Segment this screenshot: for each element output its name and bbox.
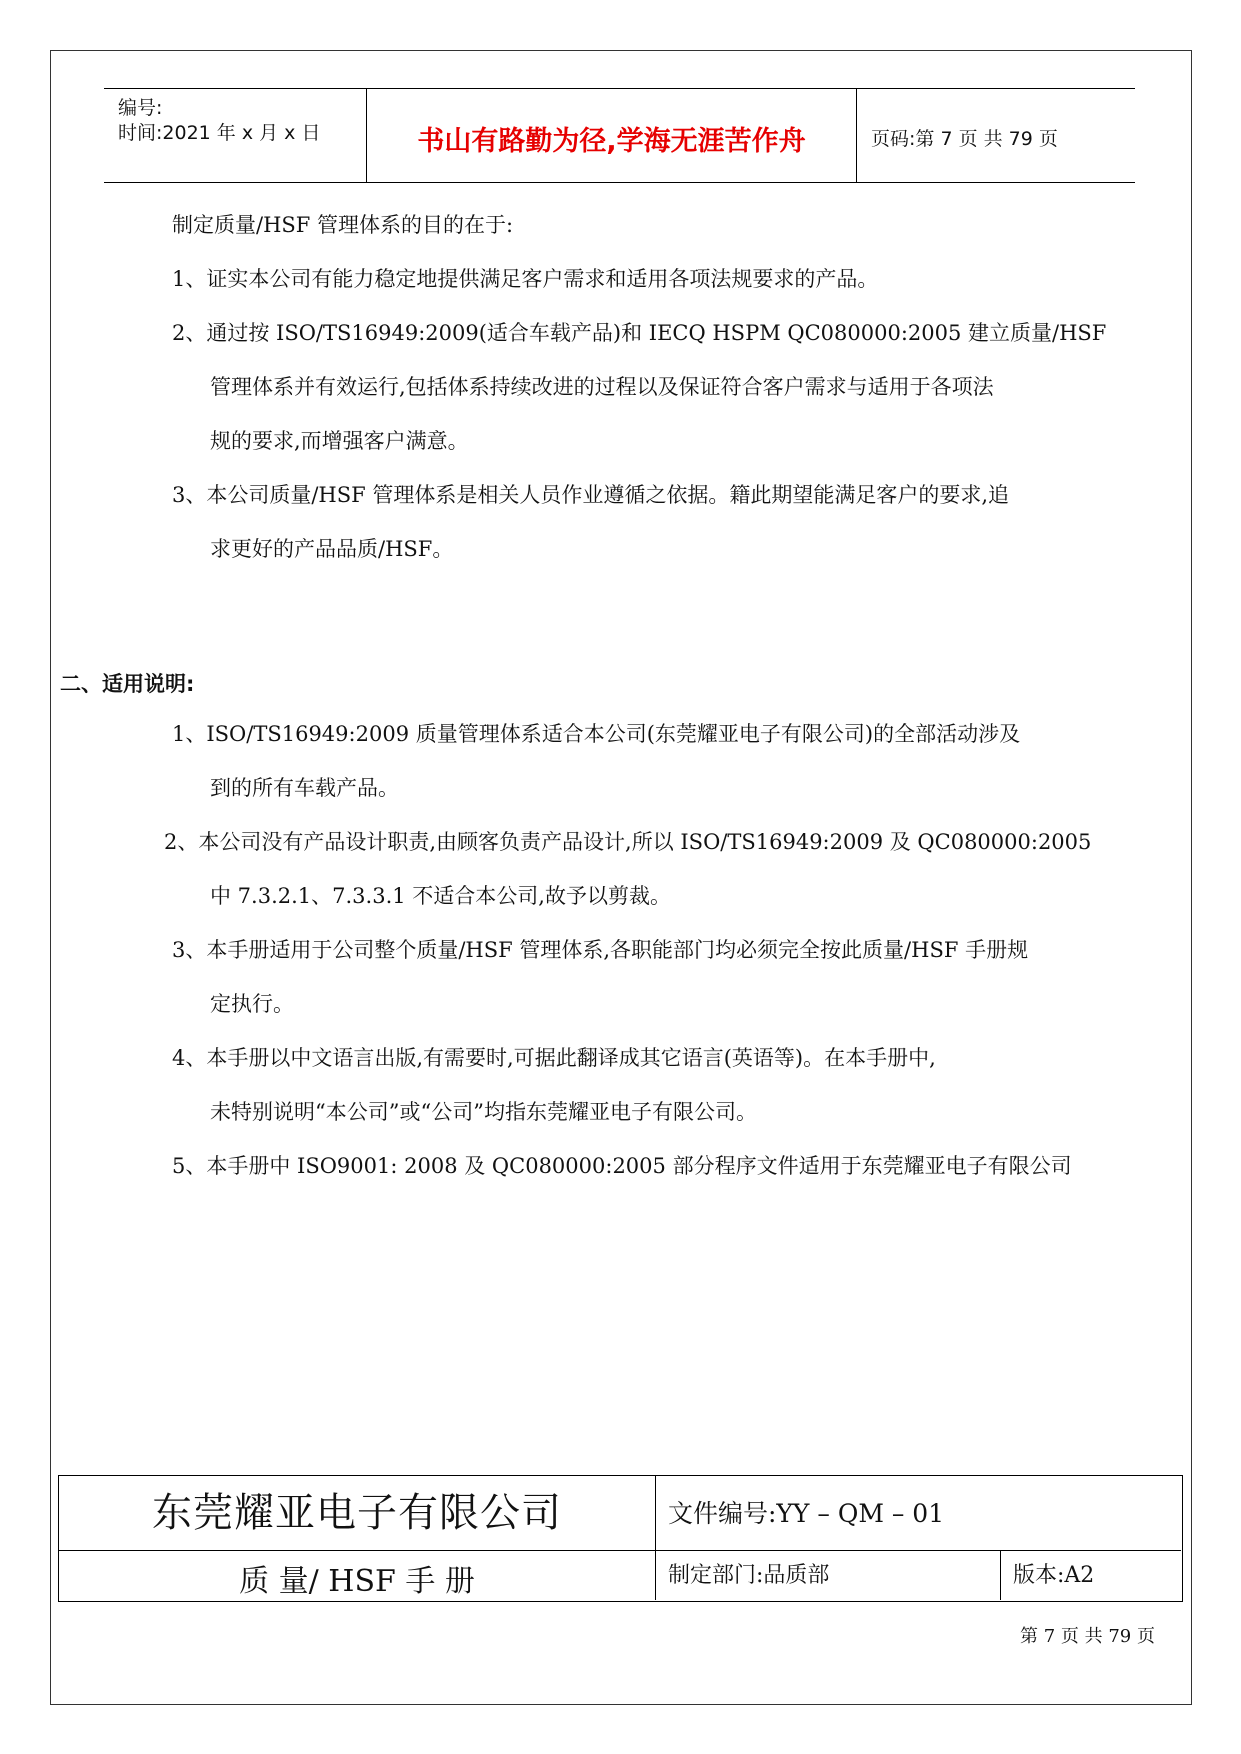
header-meta xyxy=(104,89,367,182)
purpose-item-2-line-3: 规的要求,而增强客户满意。 xyxy=(210,429,469,453)
header-motto-cell xyxy=(367,89,857,182)
header-page-cell xyxy=(857,89,1135,182)
scope-item-2-line-2: 中 7.3.2.1、7.3.3.1 不适合本公司,故予以剪裁。 xyxy=(210,884,671,908)
scope-item-1-line-2: 到的所有车载产品。 xyxy=(210,776,399,800)
header-motto: 书山有路勤为径,学海无涯苦作舟 xyxy=(417,126,806,157)
page-frame xyxy=(50,50,1192,1705)
footer-table xyxy=(58,1475,1183,1602)
purpose-item-1-line-1: 1、证实本公司有能力稳定地提供满足客户需求和适用各项法规要求的产品。 xyxy=(172,267,879,291)
footer-department: 制定部门:品质部 xyxy=(656,1551,1001,1600)
footer-page-number: 第 7 页 共 79 页 xyxy=(1020,1626,1155,1647)
footer-document-number: 文件编号:YY – QM – 01 xyxy=(656,1476,1181,1551)
scope-item-5-line-1: 5、本手册中 ISO9001: 2008 及 QC080000:2005 部分程序文件适用于东莞耀亚电子有限公司 xyxy=(172,1154,1072,1178)
footer-company-name: 东莞耀亚电子有限公司 xyxy=(59,1476,656,1551)
document-number-label: 编号: xyxy=(118,97,163,119)
purpose-item-2-line-2: 管理体系并有效运行,包括体系持续改进的过程以及保证符合客户需求与适用于各项法 xyxy=(210,375,994,399)
scope-item-4-line-1: 4、本手册以中文语言出版,有需要时,可据此翻译成其它语言(英语等)。在本手册中, xyxy=(172,1046,936,1070)
purpose-item-3-line-1: 3、本公司质量/HSF 管理体系是相关人员作业遵循之依据。籍此期望能满足客户的要求,追 xyxy=(172,483,1010,507)
scope-item-2-line-1: 2、本公司没有产品设计职责,由顾客负责产品设计,所以 ISO/TS16949:2009 及 QC080000:2005 xyxy=(164,830,1092,854)
purpose-item-3-line-2: 求更好的产品品质/HSF。 xyxy=(210,537,454,561)
scope-heading: 二、适用说明: xyxy=(60,672,195,696)
footer-manual-title: 质 量/ HSF 手 册 xyxy=(59,1551,656,1600)
scope-item-4-line-2: 未特别说明“本公司”或“公司”均指东莞耀亚电子有限公司。 xyxy=(210,1100,757,1124)
document-time-label: 时间:2021 年 x 月 x 日 xyxy=(118,122,321,144)
scope-item-1-line-1: 1、ISO/TS16949:2009 质量管理体系适合本公司(东莞耀亚电子有限公司)的全部活动涉及 xyxy=(172,722,1021,746)
scope-item-3-line-2: 定执行。 xyxy=(210,992,294,1016)
header-page-info: 页码:第 7 页 共 79 页 xyxy=(871,128,1058,150)
page-header xyxy=(104,88,1135,183)
purpose-item-2-line-1: 2、通过按 ISO/TS16949:2009(适合车载产品)和 IECQ HSPM QC080000:2005 建立质量/HSF xyxy=(172,321,1107,345)
purpose-intro: 制定质量/HSF 管理体系的目的在于: xyxy=(172,213,514,237)
scope-item-3-line-1: 3、本手册适用于公司整个质量/HSF 管理体系,各职能部门均必须完全按此质量/HSF 手册规 xyxy=(172,938,1029,962)
footer-version: 版本:A2 xyxy=(1013,1563,1095,1588)
